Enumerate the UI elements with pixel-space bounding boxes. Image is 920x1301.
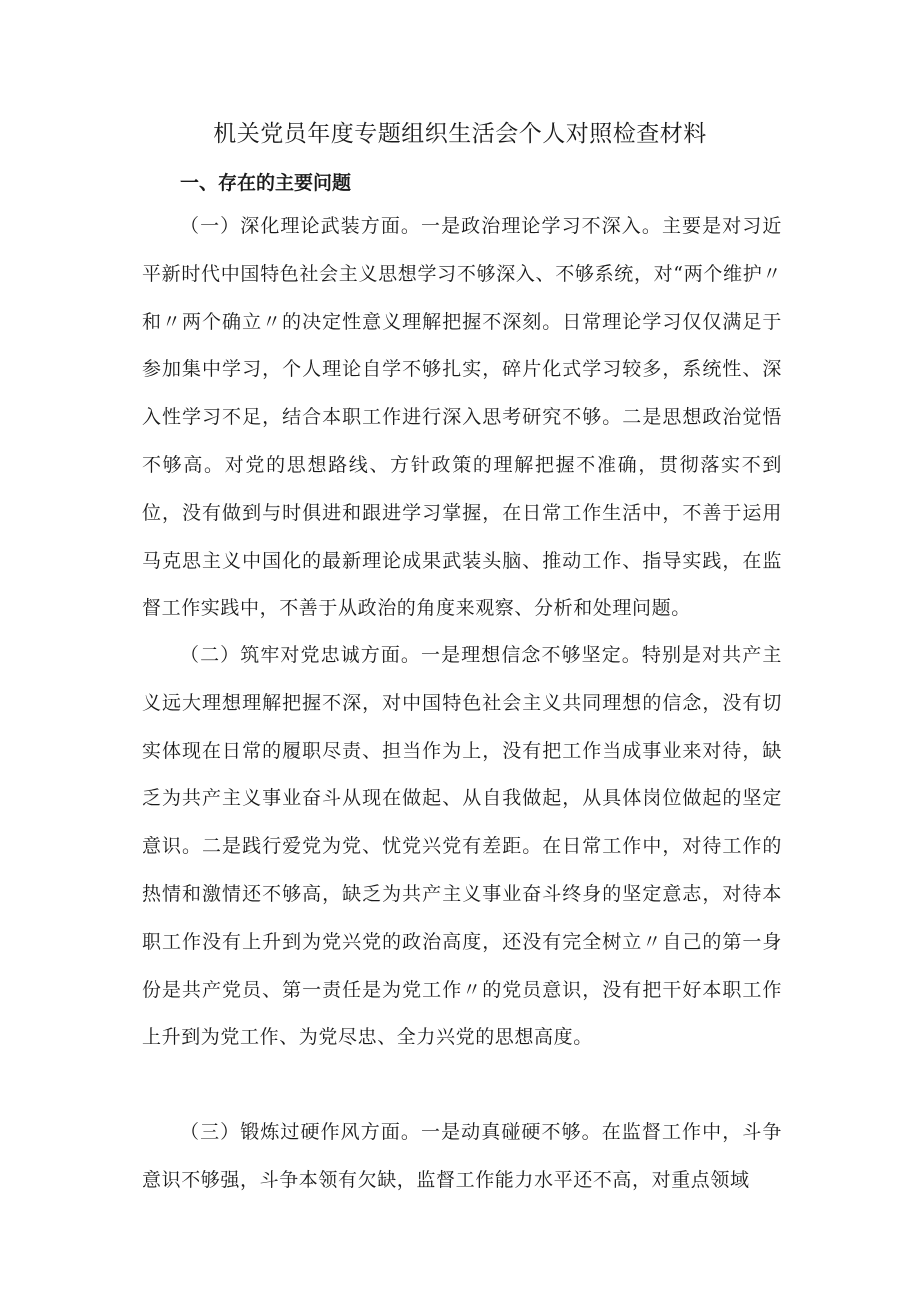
paragraph-style: （三）锻炼过硬作风方面。一是动真碰硬不够。在监督工作中，斗争意识不够强，斗争本领有欠缺，监督工作能力水平还不高，对重点领域 bbox=[142, 1121, 782, 1191]
section-heading: 一、存在的主要问题 bbox=[180, 172, 352, 194]
paragraph-loyalty: （二）筑牢对党忠诚方面。一是理想信念不够坚定。特别是对共产主义远大理想理解把握不深，对中国特色社会主义共同理想的信念，没有切实体现在日常的履职尽责、担当作为上，没有把工作当成事业来对待，缺乏为共产主义事业奋斗从现在做起、从自我做起，从具体岗位做起的坚定意识。二是践行爱党为党、忧党兴党有差距。在日常工作中，对待工作的热情和激情还不够高，缺乏为共产主义事业奋斗终身的坚定意志，对待本职工作没有上升到为党兴党的政治高度，还没有完全树立〃自己的第一身份是共产党员、第一责任是为党工作〃的党员意识，没有把干好本职工作上升到为党工作、为党尽忠、全力兴党的思想高度。 bbox=[142, 644, 782, 1049]
paragraph-theory: （一）深化理论武装方面。一是政治理论学习不深入。主要是对习近平新时代中国特色社会主义思想学习不够深入、不够系统，对“两个维护〃和〃两个确立〃的决定性意义理解把握不深刻。日常理论学习仅仅满足于参加集中学习，个人理论自学不够扎实，碎片化式学习较多，系统性、深入性学习不足，结合本职工作进行深入思考研究不够。二是思想政治觉悟不够高。对党的思想路线、方针政策的理解把握不准确，贯彻落实不到位，没有做到与时俱进和跟进学习掌握，在日常工作生活中，不善于运用马克思主义中国化的最新理论成果武装头脑、推动工作、指导实践，在监督工作实践中，不善于从政治的角度来观察、分析和处理问题。 bbox=[142, 215, 782, 620]
document-title: 机关党员年度专题组织生活会个人对照检查材料 bbox=[213, 121, 707, 147]
